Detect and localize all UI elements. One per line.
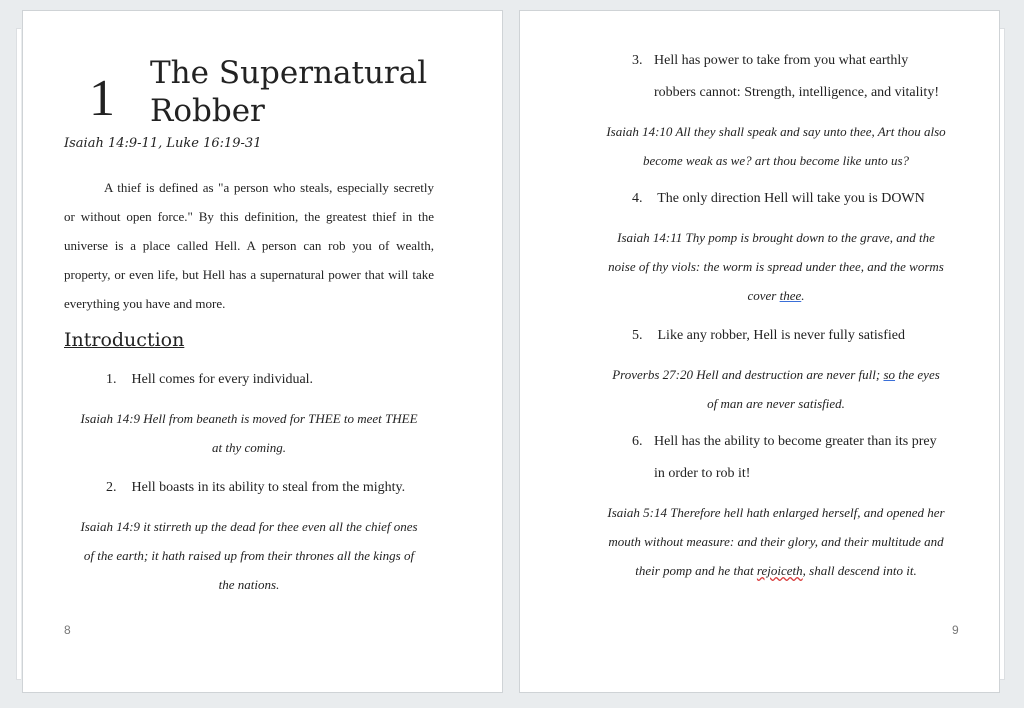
list-item-text: Hell has the ability to become greater than its prey [654, 434, 937, 449]
verse-text: Isaiah 5:14 Therefore hell hath enlarged herself, and opened her mouth without measure: and their glory, and their multitude and their pomp and he that [607, 505, 945, 578]
verse-period: . [801, 288, 805, 303]
chapter-title: The Supernatural Robber [150, 55, 428, 129]
list-item [106, 364, 313, 396]
verse-quote: Isaiah 14:10 All they shall speak and say unto thee, Art thou also become weak as we? art thou become like unto us? [606, 124, 946, 168]
page-number: 9 [952, 623, 959, 637]
page-number: 8 [64, 623, 71, 637]
spelling-flag-word[interactable]: rejoiceth [756, 563, 803, 578]
left-page[interactable] [22, 10, 503, 693]
list-item-text: Hell comes for every individual. [131, 372, 314, 387]
list-item-number: 6. [632, 434, 643, 449]
page-stack-edge-left [16, 28, 21, 680]
list-item-text: The only direction Hell will take you is DOWN [657, 191, 925, 206]
verse-quote [606, 360, 946, 418]
list-item-text: Hell boasts in its ability to steal from the mighty. [131, 480, 406, 495]
list-item-text-continued: robbers cannot: Strength, intelligence, and vitality! [654, 85, 939, 100]
list-item [106, 472, 405, 504]
page-stack-edge-right [1000, 28, 1005, 680]
intro-paragraph [64, 173, 434, 318]
verse-text: Isaiah 14:11 Thy pomp is brought down to the grave, and the noise of thy viols: the worm is spread under thee, and the worms cover [608, 230, 944, 303]
section-heading: Introduction [64, 329, 185, 351]
list-item [632, 320, 905, 352]
list-item-number: 3. [632, 53, 643, 68]
list-item-text: Hell has power to take from you what earthly [654, 53, 909, 68]
grammar-flag-word[interactable]: thee [779, 288, 802, 303]
verse-text: , shall descend into it. [802, 563, 917, 578]
verse-text: the eyes of man are never satisfied. [707, 367, 940, 411]
list-item-text-continued: in order to rob it! [654, 466, 751, 481]
chapter-number: 1 [89, 70, 115, 127]
list-item [632, 183, 925, 215]
verse-quote [606, 498, 946, 585]
list-item-number: 1. [106, 372, 117, 387]
verse-quote: Isaiah 14:9 it stirreth up the dead for thee even all the chief ones of the earth; it hath raised up from their thrones all the kings of the nations. [80, 519, 418, 592]
list-item-number: 4. [632, 191, 643, 206]
verse-quote: Isaiah 14:9 Hell from beaneth is moved for THEE to meet THEE at thy coming. [80, 411, 418, 455]
list-item-number: 5. [632, 328, 643, 343]
verse-text: Proverbs 27:20 Hell and destruction are never full; [612, 367, 884, 382]
list-item-number: 2. [106, 480, 117, 495]
scripture-references: Isaiah 14:9-11, Luke 16:19-31 [64, 136, 262, 151]
list-item [632, 45, 982, 109]
grammar-flag-word[interactable]: so [883, 367, 896, 382]
right-page[interactable] [519, 10, 1000, 693]
list-item [632, 426, 982, 490]
verse-quote [606, 223, 946, 310]
list-item-text: Like any robber, Hell is never fully satisfied [657, 328, 905, 343]
intro-paragraph-text: A thief is defined as "a person who steals, especially secretly or without open force." By this definition, the greatest thief in the universe is a place called Hell. A person can rob you of wealth, property, or even life, but Hell has a supernatural power that will take everything you have and more. [64, 180, 434, 311]
